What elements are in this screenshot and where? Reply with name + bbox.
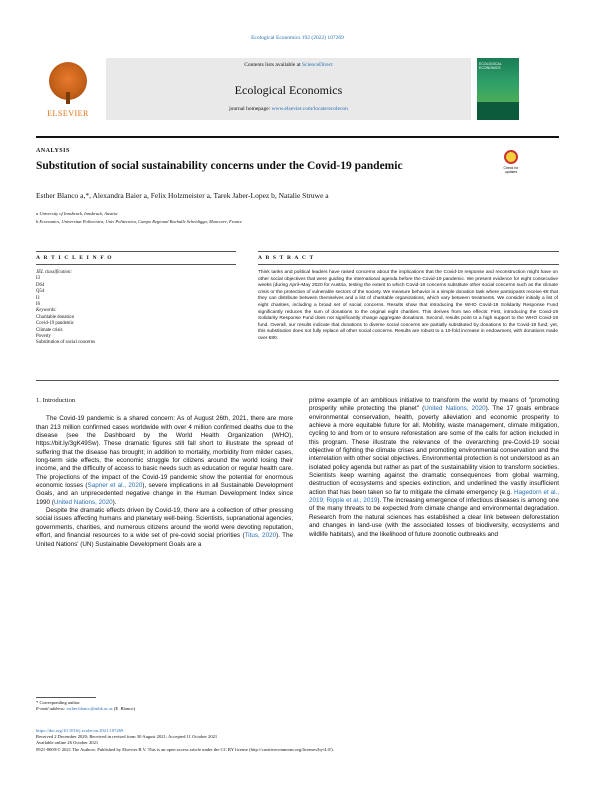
jel-code: I3 <box>36 276 40 282</box>
homepage-line <box>106 106 471 112</box>
jel-code: I6 <box>36 302 40 308</box>
crossmark-button[interactable] <box>500 150 522 174</box>
contents-prefix: Contents lists available at <box>244 62 301 68</box>
keyword: Charitable donation <box>36 314 74 320</box>
homepage-link[interactable]: www.elsevier.com/locate/ecolecon <box>271 106 348 112</box>
jel-code: D64 <box>36 282 45 288</box>
available-online: Available online 26 October 2021 <box>36 740 99 746</box>
author-list[interactable]: Esther Blanco a,*, Alexandra Baier a, Felix Holzmeister a, Tarek Jaber-Lopez b, Natalie Struwe a <box>36 191 329 200</box>
citation-link[interactable]: United Nations, 2020 <box>53 498 113 506</box>
citation-link[interactable]: Hagedorn et al., 2019; Ripple et al., 2019 <box>309 488 559 505</box>
journal-banner <box>36 58 559 133</box>
citation-link[interactable]: Titus, 2020 <box>244 532 277 540</box>
article-info-header: A R T I C L E I N F O <box>36 255 113 261</box>
paragraph-text: Despite the dramatic effects driven by Covid-19, there are a collection of other pressing social issues affecting humans and planetary well-being. Scientists, supranational agencies, governments, charities, and numerous citizens around the world were devoting reputation, effort, and financial resources to a wide set of pre-covid social priorities ( <box>36 507 293 540</box>
right-column <box>309 397 559 539</box>
keyword: Substitution of social concerns <box>36 340 96 346</box>
keyword: Poverty <box>36 334 51 340</box>
paragraph-text: prime example of an ambitious initiative to transform the world by means of "promoting prosperity while protecting the planet" ( <box>309 397 559 413</box>
paragraph <box>309 397 559 539</box>
article-history <box>36 728 559 753</box>
info-sub-rule <box>36 264 236 265</box>
publisher-name: ELSEVIER <box>47 109 89 118</box>
paragraph-text: The Covid-19 pandemic is a shared concern: As of August 26th, 2021, there are more than 213 million confirmed cases worldwide with over 4 million confirmed deaths due to the disease (see the Dashboard by the World Health Organization (WHO), https://bit.ly/3gK49Sw). These dramatic figures still fall short to illustrate the spread of suffering that the disease has brought; in addition to mortality, morbidity from milder cases, long-term side effects, the economic struggle for citizens around the world losing their income, and the difficulty of access to basic needs such as education or regular health care. The projections of the impact of the Covid-19 pandemic show the potential for enormous economic losses ( <box>36 415 293 490</box>
email-suffix: (E. Blanco). <box>113 706 137 711</box>
email-label: E-mail address: <box>36 706 66 711</box>
banner-center <box>106 58 471 120</box>
affiliation-b: b Economics, Universitat Politecnica, Univ Politecnica, Campo Regional Rachalle Scheidigga, Moncorre, France <box>36 219 243 224</box>
keyword: Climate crisis <box>36 327 63 333</box>
license-statement: 0921-8009/© 2021 The Authors. Published by Elsevier B.V. This is an open access article under the CC BY license (http://creativecommons.org/licenses/by/4.0/). <box>36 746 334 752</box>
footnote <box>36 700 286 712</box>
elsevier-logo[interactable] <box>36 58 100 120</box>
header-divider <box>36 136 559 138</box>
keyword: Covid-19 pandemic <box>36 321 74 327</box>
abstract-sub-rule <box>258 264 559 265</box>
article-info-list <box>36 270 226 347</box>
journal-citation[interactable]: Ecological Economics 192 (2022) 107269 <box>251 35 344 41</box>
contents-line <box>106 62 471 68</box>
cover-title: ECOLOGICAL ECONOMICS <box>479 62 502 70</box>
sciencedirect-link[interactable]: ScienceDirect <box>301 62 333 68</box>
affiliation-a: a University of Innsbruck, Innsbruck, Austria <box>36 211 118 216</box>
paragraph-text: ). The United Nations' (UN) Sustainable Development Goals are a <box>36 532 293 548</box>
email-link[interactable]: esther.blanco@uibk.ac.at <box>66 706 113 711</box>
email-line <box>36 706 286 712</box>
citation-link[interactable]: Sapner et al., 2020 <box>87 482 143 490</box>
abstract-header: A B S T R A C T <box>258 255 315 261</box>
footnote-rule <box>36 697 96 698</box>
received-dates: Received 2 December 2020; Received in revised form 30 August 2021; Accepted 11 October 2021 <box>36 734 218 740</box>
tree-trunk <box>66 92 70 104</box>
abstract-bottom-rule <box>36 380 559 381</box>
jel-code: Q54 <box>36 289 45 295</box>
abstract-top-rule <box>258 251 559 252</box>
info-top-rule <box>36 251 236 252</box>
paragraph-text: ), severe implications in all Sustainable Development Goals, and an unprecedented negative change in the Human Development Index since 1990 ( <box>36 482 293 506</box>
journal-cover-thumbnail[interactable] <box>477 58 519 120</box>
abstract-text: Think tanks and political leaders have raised concerns about the implications that the Covid-19 response and reconstruction might have on other social objectives that were guiding the international agenda before the Covid-19 pandemic. We present evidence for eight consecutive weeks (during April–May 2020 for Austria, testing the extent to which Covid-19 concerns substitute other social concerns such as the climate crisis or the protection of vulnerable sectors of the society. We measure behavior in a simple donation task where participants receive €8 that they can distribute between themselves and a list of charitable organizations, which vary between treatments. We consider initially a list of eight charities, including a broad set of social concerns. Results show that introducing the WHO Covid-19 Solidarity Response Fund significantly reduces the sum of donations to the original eight charities. This derives from two effects: First, introducing the Covid-19 Solidarity Response Fund does not significantly change aggregate donations. Second, results point to a high support to the WHO Covid-19 fund. Overall, our results indicate that donations to diverse social concerns are partially substituted by donations to the Covid-19 fund; yet, this substitution does not fully replace all other social concerns. Results are robust to a 10-fold increase in endowment, with donations made over €80. <box>258 270 558 341</box>
crossmark-icon <box>504 150 518 164</box>
journal-title: Ecological Economics <box>234 83 343 97</box>
crossmark-label: Check for updates <box>503 166 519 174</box>
section-label: ANALYSIS <box>36 148 70 154</box>
cover-band <box>477 102 519 120</box>
paragraph-text: ). The 17 goals embrace environmental conservation, health, poverty alleviation and economic prosperity to achieve a more equitable future for all. Mobility, waste management, climate mitigation, cycling to and from or to ensure reforestation are some of the calls for action included in this program. These illustrate the relevance of the overarching pre-Covid-19 social objective of fighting the climate crises and promoting environmental conservation and the interrelation with other social objectives. Environmental protection is not understood as an isolated policy agenda but rather as part of the sustainability vision to transform societies. Scientists keep warning against the dramatic consequences from global warming, destruction of ecosystems and species extinction, and underlined the vastly insufficient action that has been taken so far to mitigate the climate emergency (e.g. <box>309 405 560 496</box>
jel-label: JEL classification: <box>36 270 73 275</box>
jel-code: I1 <box>36 295 40 301</box>
left-column <box>36 397 293 549</box>
article-title: Substitution of social sustainability concerns under the Covid-19 pandemic <box>36 160 403 172</box>
paragraph-text: ). <box>112 498 117 506</box>
section-heading: 1. Introduction <box>36 397 76 404</box>
paragraph <box>36 507 293 549</box>
corresponding-author-note: * Corresponding author. <box>36 700 81 705</box>
paragraph <box>36 415 293 507</box>
homepage-prefix: journal homepage: <box>229 106 271 112</box>
keywords-label: Keywords: <box>36 308 57 314</box>
citation-link[interactable]: United Nations, 2020 <box>424 405 486 413</box>
doi-link[interactable]: https://doi.org/10.1016/j.ecolecon.2021.107269 <box>36 728 124 733</box>
paragraph-text: ). The increasing emergence of infectious diseases is among one of the many threats to be expected from climate change and environmental degradation. Research from the natural sciences has established a clear link between deforestation and changes in land-use (with the associated losses of biodiversity, ecosystems and wildlife habitats), and the likelihood of future zoonotic outbreaks and <box>309 497 559 538</box>
